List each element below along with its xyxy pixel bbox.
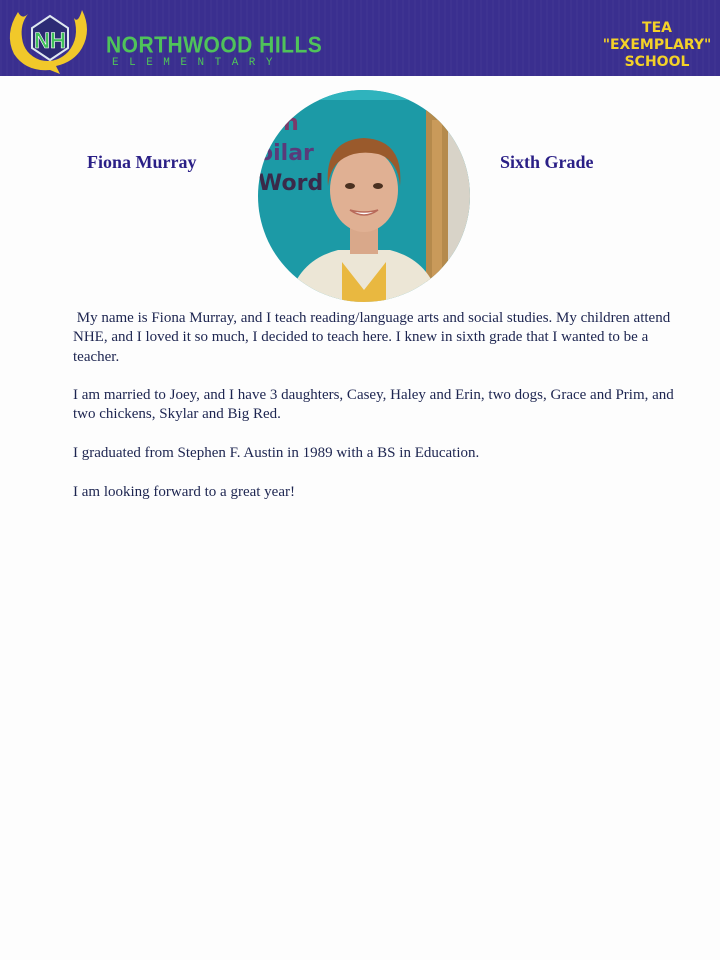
header-banner [0, 0, 720, 76]
school-subtitle: ELEMENTARY [112, 57, 284, 69]
bio-paragraph: I am looking forward to a great year! [73, 483, 295, 500]
bio-section [73, 309, 683, 521]
bio-paragraph: My name is Fiona Murray, and I teach reading/language arts and social studies. My children attend NHE, and I loved it so much, I decided to teach here. I knew in sixth grade that I wanted to be a teacher. [73, 310, 674, 365]
teacher-name: Fiona Murray [87, 152, 197, 172]
school-name: NORTHWOOD HILLS [106, 32, 323, 59]
school-logo-icon [4, 4, 96, 74]
grade-label: Sixth Grade [500, 152, 594, 172]
portrait-image [258, 90, 470, 302]
badge-line-1: TEA [642, 20, 672, 36]
svg-text:Word: Word [258, 171, 324, 196]
svg-text:on: on [268, 111, 299, 136]
badge-line-2: "EXEMPLARY" [602, 37, 712, 53]
svg-text:oilar: oilar [258, 141, 314, 166]
badge-line-3: SCHOOL [624, 54, 690, 70]
bio-paragraph: I graduated from Stephen F. Austin in 1989 with a BS in Education. [73, 445, 480, 462]
teacher-photo [258, 90, 470, 302]
svg-text:NH: NH [34, 28, 66, 53]
bio-paragraph: I am married to Joey, and I have 3 daughters, Casey, Haley and Erin, two dogs, Grace and Prim, and two chickens, Skylar and Big Red. [73, 387, 674, 423]
tea-exemplary-badge [602, 20, 712, 71]
